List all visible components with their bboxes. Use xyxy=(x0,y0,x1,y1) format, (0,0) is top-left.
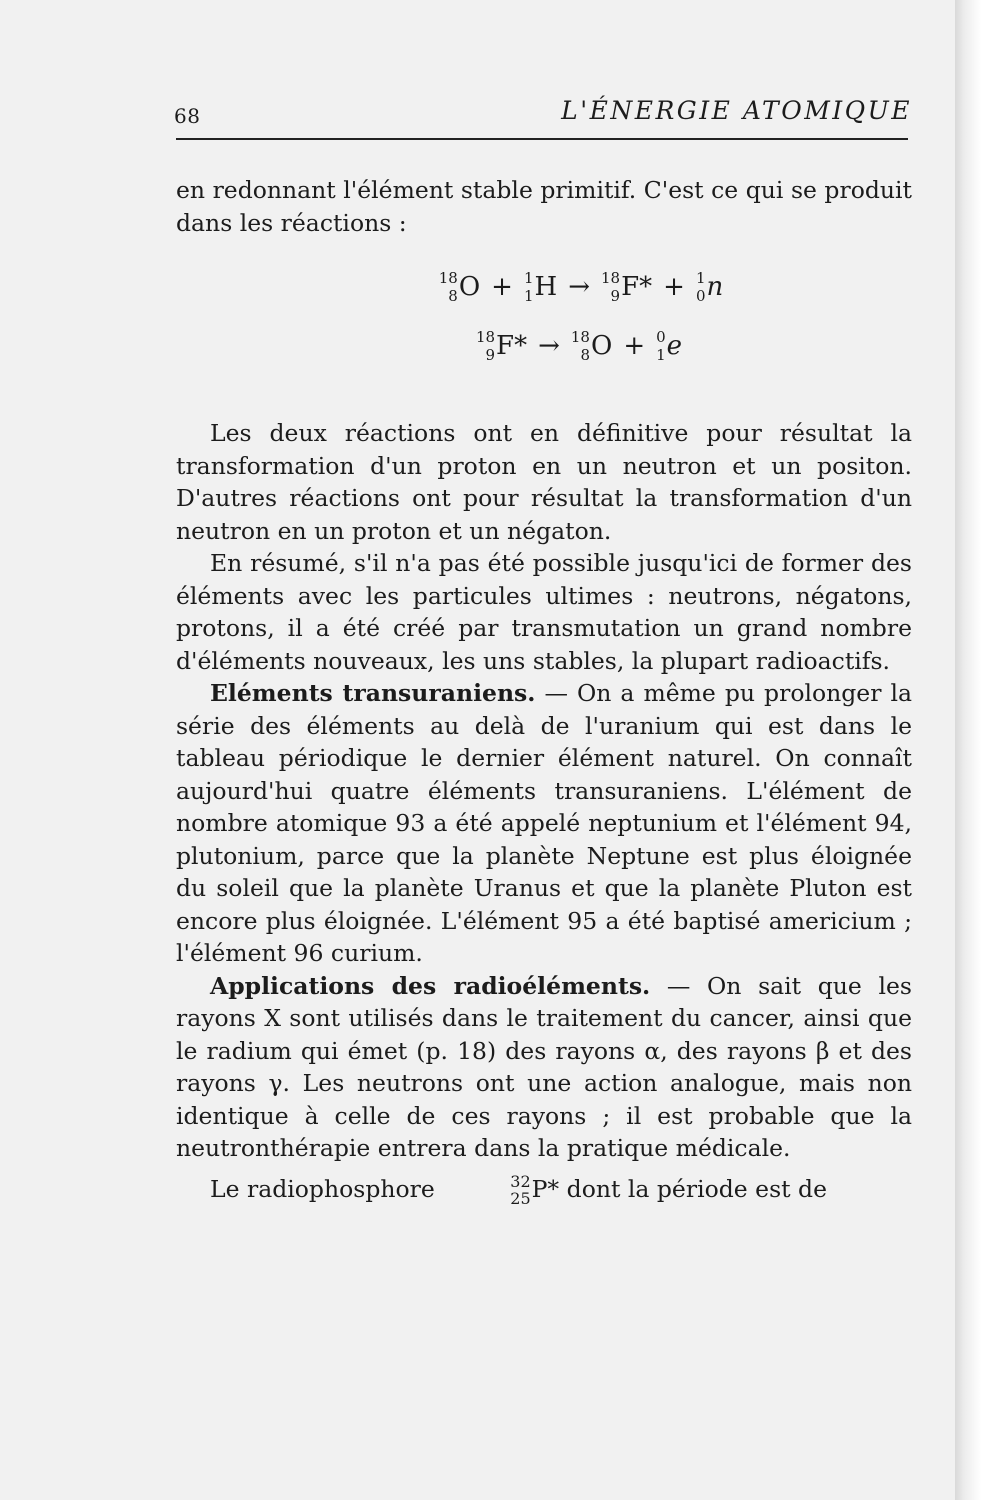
plus-sign: + xyxy=(663,272,685,302)
paragraph-transuranium: Eléments transuraniens. — On a même pu prolonger la série des éléments au delà de l'uranium qui est dans le tableau périodique le dernier élément naturel. On connaît aujourd'hui quatre éléments transuraniens. L'élément de nombre atomique 93 a été appelé neptunium et l'élément 94, plutonium, parce que la planète Neptune est plus éloignée du soleil que la planète Uranus et que la planète Pluton est encore plus éloignée. L'élément 95 a été baptisé americium ; l'élément 96 curium. xyxy=(176,679,912,967)
page-number: 68 xyxy=(174,104,201,128)
body-text xyxy=(176,174,912,1207)
plus-sign: + xyxy=(491,272,513,302)
nuclide-oxygen-18: 18 8 O xyxy=(570,328,613,364)
positron: 0 1 e xyxy=(656,328,683,364)
section-heading-applications: Applications des radioéléments. xyxy=(210,971,651,1000)
plus-sign: + xyxy=(623,331,646,361)
page-content xyxy=(176,96,912,1207)
page-header xyxy=(176,96,912,136)
nuclide-fluorine-18: 18 9 F* xyxy=(601,269,653,305)
nuclide-hydrogen-1: 1 1 H xyxy=(523,269,558,305)
intro-paragraph: en redonnant l'élément stable primitif. C'est ce qui se produit dans les réactions : xyxy=(176,176,912,237)
paragraph-applications: Applications des radioéléments. — On sait que les rayons X sont utilisés dans le traitement du cancer, ainsi que le radium qui émet (p. 18) des rayons α, des rayons β et des rayons γ. Les neutrons ont une action analogue, mais non identique à celle de ces rayons ; il est probable que la neutronthérapie entrera dans la pratique médicale. xyxy=(176,971,912,1162)
section-heading-transuranium: Eléments transuraniens. xyxy=(210,679,536,707)
nuclear-equations xyxy=(176,257,912,375)
equation-1 xyxy=(176,257,912,316)
paragraph-reactions-result: Les deux réactions ont en définitive pour résultat la transformation d'un proton en un neutron et un positon. D'autres réactions ont pour résultat la transformation d'un neutron en un proton et un négaton. xyxy=(176,419,912,545)
paragraph-summary: En résumé, s'il n'a pas été possible jusqu'ici de former des éléments avec les particules ultimes : neutrons, négatons, protons, il a été créé par transmutation un grand nombre d'éléments nouveaux, les uns stables, la plupart radioactifs. xyxy=(176,549,912,675)
nuclide-phosphorus-32: 32 25 P* xyxy=(510,1172,560,1209)
nuclide-oxygen-18: 18 8 O xyxy=(438,269,481,305)
neutron: 1 0 n xyxy=(695,269,724,305)
header-rule xyxy=(176,138,908,140)
reaction-arrow: → xyxy=(568,272,590,302)
reaction-arrow: → xyxy=(538,331,560,361)
running-title: L'ÉNERGIE ATOMIQUE xyxy=(561,96,912,125)
nuclide-fluorine-18: 18 9 F* xyxy=(475,328,528,364)
page-edge xyxy=(955,0,981,1500)
equation-2 xyxy=(176,316,912,375)
paragraph-radiophosphorus: Le radiophosphore 32 25 P* dont la période est de xyxy=(210,1172,827,1209)
